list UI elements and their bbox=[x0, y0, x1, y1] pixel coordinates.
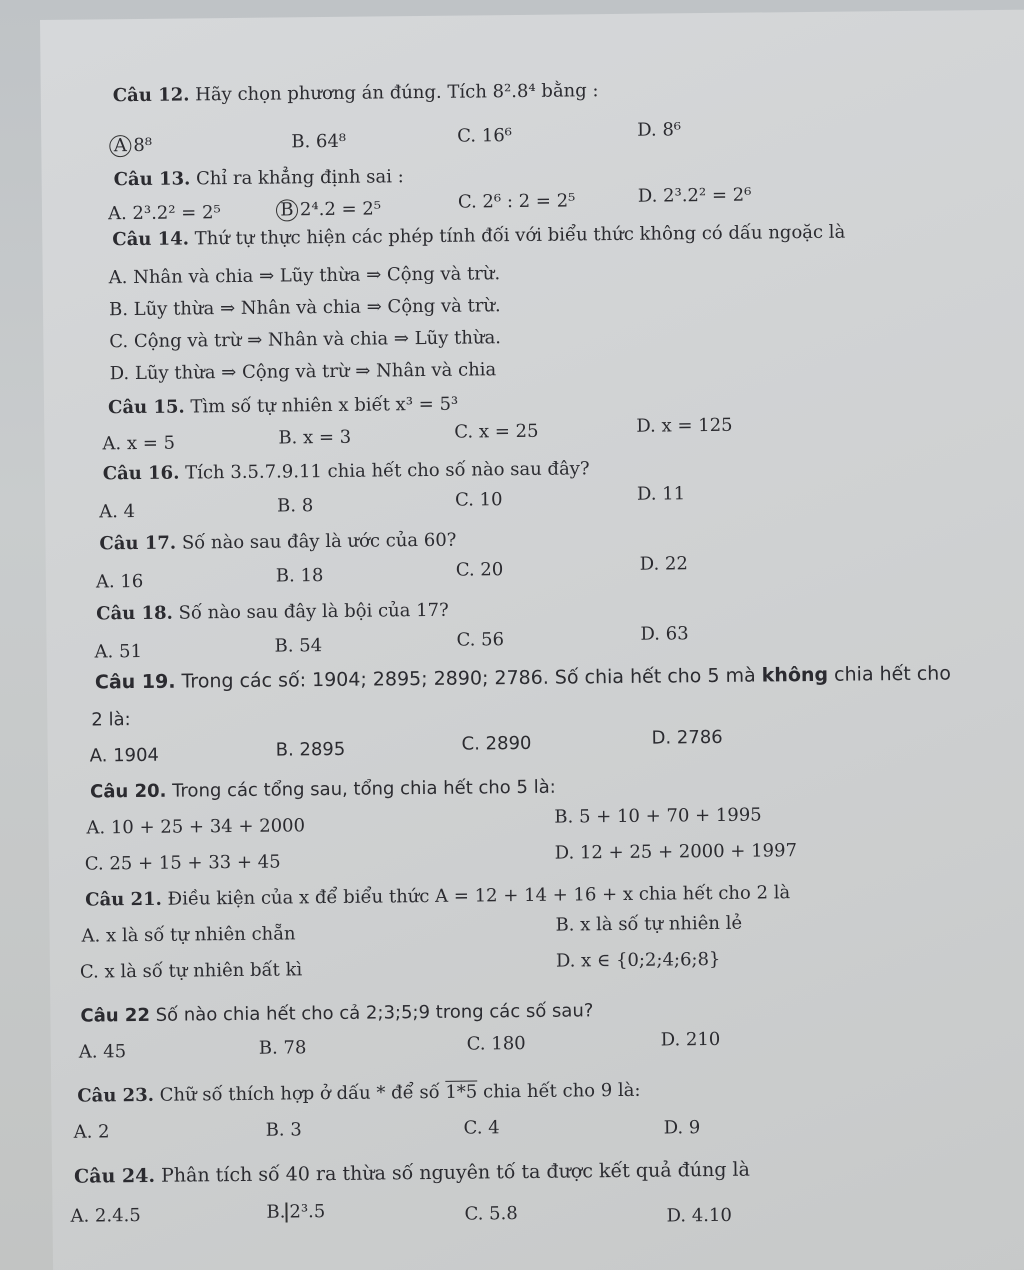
q14-option-d: D. Lũy thừa ⇒ Cộng và trừ ⇒ Nhân và chia bbox=[109, 359, 497, 385]
q19-option-d: D. 2786 bbox=[651, 726, 723, 749]
q22-option-b: B. 78 bbox=[258, 1037, 307, 1059]
q16-option-c: C. 10 bbox=[454, 489, 503, 511]
q20-option-a: A. 10 + 25 + 34 + 2000 bbox=[86, 815, 306, 839]
q17-option-b: B. 18 bbox=[275, 565, 324, 587]
question-13: Câu 13. Chỉ ra khẳng định sai : bbox=[113, 166, 404, 191]
q23-option-a: A. 2 bbox=[73, 1121, 110, 1143]
q22-option-d: D. 210 bbox=[660, 1028, 721, 1051]
question-24: Câu 24. Phân tích số 40 ra thừa số nguyên tố ta được kết quả đúng là bbox=[73, 1158, 750, 1188]
q16-option-b: B. 8 bbox=[276, 495, 314, 517]
q12-option-d: D. 8⁶ bbox=[637, 119, 682, 141]
q18-option-d: D. 63 bbox=[640, 623, 689, 645]
q19-option-a: A. 1904 bbox=[89, 744, 160, 767]
q16-option-a: A. 4 bbox=[99, 501, 136, 523]
q15-option-b: B. x = 3 bbox=[278, 426, 352, 449]
q24-option-b: B. 2³.5 bbox=[266, 1201, 326, 1223]
question-12: Câu 12. Hãy chọn phương án đúng. Tích 8².8⁴ bằng : bbox=[112, 80, 599, 107]
q16-option-d: D. 11 bbox=[636, 483, 686, 505]
q12-option-b: B. 64⁸ bbox=[291, 130, 347, 153]
q12-option-c: C. 16⁶ bbox=[457, 125, 513, 147]
q18-option-b: B. 54 bbox=[274, 635, 323, 657]
q14-option-a: A. Nhân và chia ⇒ Lũy thừa ⇒ Cộng và trừ. bbox=[108, 263, 501, 289]
question-17: Câu 17. Số nào sau đây là ước của 60? bbox=[99, 529, 457, 555]
q22-option-a: A. 45 bbox=[78, 1041, 127, 1063]
q14-option-b: B. Lũy thừa ⇒ Nhân và chia ⇒ Cộng và trừ. bbox=[108, 295, 501, 321]
q15-option-d: D. x = 125 bbox=[636, 414, 733, 437]
question-22: Câu 22 Số nào chia hết cho cả 2;3;5;9 trong các số sau? bbox=[80, 1000, 594, 1027]
q20-option-d: D. 12 + 25 + 2000 + 1997 bbox=[554, 840, 798, 864]
q23-option-d: D. 9 bbox=[663, 1117, 701, 1139]
q13-option-d: D. 2³.2² = 2⁶ bbox=[637, 184, 752, 207]
q23-option-b: B. 3 bbox=[265, 1119, 302, 1141]
question-15: Câu 15. Tìm số tự nhiên x biết x³ = 5³ bbox=[107, 393, 459, 419]
q24-option-c: C. 5.8 bbox=[464, 1203, 518, 1225]
q13-option-a: A. 2³.2² = 2⁵ bbox=[107, 202, 221, 225]
q17-option-a: A. 16 bbox=[95, 570, 144, 593]
q19-option-b: B. 2895 bbox=[275, 738, 346, 761]
q22-option-c: C. 180 bbox=[466, 1032, 526, 1055]
q13-option-c: C. 2⁶ : 2 = 2⁵ bbox=[457, 190, 576, 213]
q19-option-c: C. 2890 bbox=[461, 732, 532, 755]
q24-option-d: D. 4.10 bbox=[666, 1204, 732, 1227]
q13-option-b: B 2⁴.2 = 2⁵ bbox=[276, 198, 381, 221]
question-18: Câu 18. Số nào sau đây là bội của 17? bbox=[96, 599, 449, 625]
q24-option-a: A. 2.4.5 bbox=[70, 1205, 141, 1227]
q23-option-c: C. 4 bbox=[463, 1117, 500, 1139]
question-19: Câu 19. Trong các số: 1904; 2895; 2890; 2786. Số chia hết cho 5 mà không chia hết cho bbox=[94, 662, 952, 694]
q18-option-c: C. 56 bbox=[456, 629, 505, 651]
question-19-cont: 2 là: bbox=[91, 709, 131, 731]
question-16: Câu 16. Tích 3.5.7.9.11 chia hết cho số nào sau đây? bbox=[102, 458, 590, 485]
question-21: Câu 21. Điều kiện của x để biểu thức A = 12 + 14 + 16 + x chia hết cho 2 là bbox=[85, 882, 791, 911]
q18-option-a: A. 51 bbox=[94, 640, 143, 663]
q21-option-d: D. x ∈ {0;2;4;6;8} bbox=[555, 948, 721, 972]
exam-sheet bbox=[40, 10, 1024, 1270]
question-14: Câu 14. Thứ tự thực hiện các phép tính đối với biểu thức không có dấu ngoặc là bbox=[112, 221, 846, 251]
q21-option-b: B. x là số tự nhiên lẻ bbox=[555, 912, 743, 936]
q15-option-a: A. x = 5 bbox=[102, 432, 176, 455]
q20-option-c: C. 25 + 15 + 33 + 45 bbox=[84, 851, 281, 875]
q17-option-c: C. 20 bbox=[455, 559, 504, 581]
q17-option-d: D. 22 bbox=[639, 553, 688, 575]
question-23: Câu 23. Chữ số thích hợp ở dấu * để số 1*5 chia hết cho 9 là: bbox=[77, 1079, 641, 1107]
q15-option-c: C. x = 25 bbox=[454, 420, 539, 443]
q12-option-a: A 8⁸ bbox=[109, 135, 152, 157]
q21-option-c: C. x là số tự nhiên bất kì bbox=[79, 959, 303, 983]
q21-option-a: A. x là số tự nhiên chẵn bbox=[81, 923, 296, 947]
q20-option-b: B. 5 + 10 + 70 + 1995 bbox=[554, 804, 762, 828]
q14-option-c: C. Cộng và trừ ⇒ Nhân và chia ⇒ Lũy thừa. bbox=[109, 327, 502, 353]
question-20: Câu 20. Trong các tổng sau, tổng chia hết cho 5 là: bbox=[89, 776, 556, 803]
